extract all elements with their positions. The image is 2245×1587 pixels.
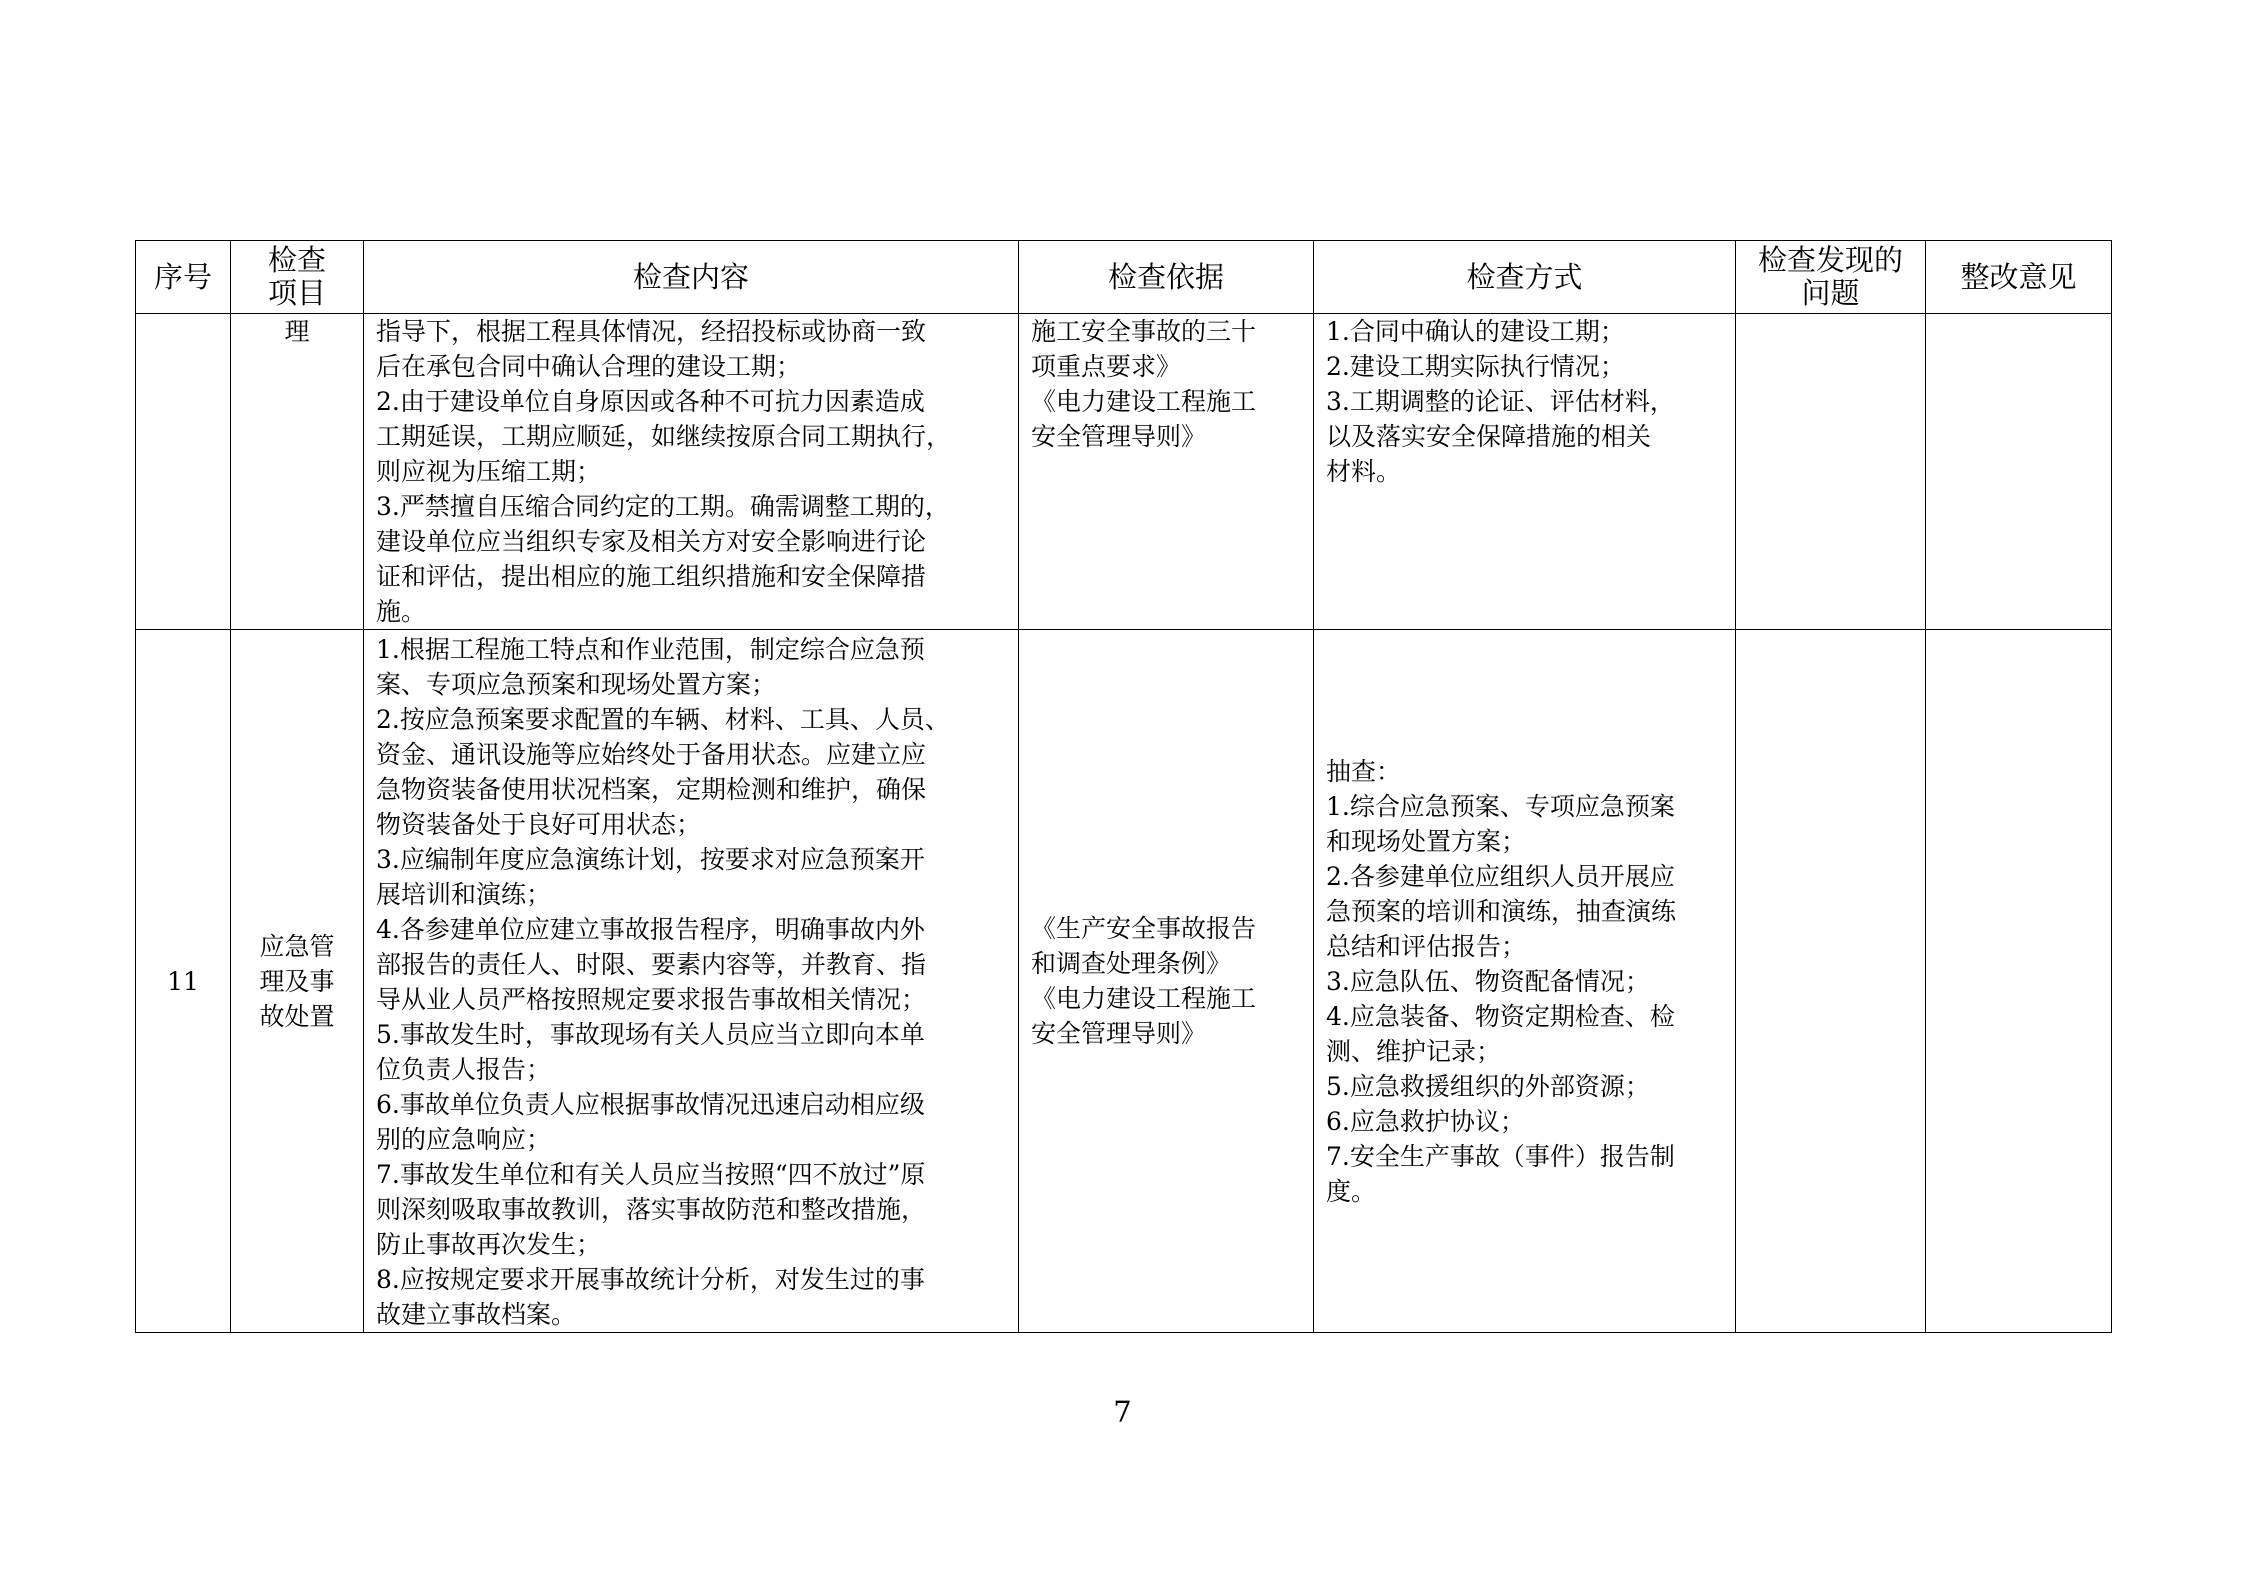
- page-number: 7: [1113, 1395, 1132, 1429]
- cell-findings: [1736, 314, 1926, 630]
- inspection-table: [135, 240, 2112, 1333]
- table-row: [136, 314, 2112, 630]
- cell-content: 1.根据工程施工特点和作业范围，制定综合应急预 案、专项应急预案和现场处置方案； 2.按应急预案要求配置的车辆、材料、工具、人员、 资金、通讯设施等应始终处于备用状态。应建立应 急物资装备使用状况档案，定期检测和维护，确保 物资装备处于良好可用状态； 3.应编制年度应急演练计划，按要求对应急预案开 展培训和演练； 4.各参建单位应建立事故报告程序，明确事故内外 部报告的责任人、时限、要素内容等，并教育、指 导从业人员严格按照规定要求报告事故相关情况； 5.事故发生时，事故现场有关人员应当立即向本单 位负责人报告； 6.事故单位负责人应根据事故情况迅速启动相应级 别的应急响应； 7.事故发生单位和有关人员应当按照“四不放过”原 则深刻吸取事故教训，落实事故防范和整改措施， 防止事故再次发生； 8.应按规定要求开展事故统计分析，对发生过的事 故建立事故档案。: [364, 630, 1019, 1333]
- cell-method: 1.合同中确认的建设工期； 2.建设工期实际执行情况； 3.工期调整的论证、评估材料， 以及落实安全保障措施的相关 材料。: [1314, 314, 1736, 630]
- cell-seq: [136, 314, 231, 630]
- header-seq: 序号: [136, 241, 231, 314]
- header-method: 检查方式: [1314, 241, 1736, 314]
- header-findings: 检查发现的 问题: [1736, 241, 1926, 314]
- cell-item: 理: [231, 314, 364, 630]
- cell-findings: [1736, 630, 1926, 1333]
- cell-basis: 《生产安全事故报告 和调查处理条例》 《电力建设工程施工 安全管理导则》: [1019, 630, 1314, 1333]
- header-content: 检查内容: [364, 241, 1019, 314]
- header-rectification: 整改意见: [1926, 241, 2112, 314]
- cell-method: 抽查： 1.综合应急预案、专项应急预案 和现场处置方案； 2.各参建单位应组织人员开展应 急预案的培训和演练，抽查演练 总结和评估报告； 3.应急队伍、物资配备情况； 4.应急装备、物资定期检查、检 测、维护记录； 5.应急救援组织的外部资源； 6.应急救护协议； 7.安全生产事故（事件）报告制 度。: [1314, 630, 1736, 1333]
- cell-content: 指导下，根据工程具体情况，经招投标或协商一致 后在承包合同中确认合理的建设工期； 2.由于建设单位自身原因或各种不可抗力因素造成 工期延误，工期应顺延，如继续按原合同工期执行， 则应视为压缩工期； 3.严禁擅自压缩合同约定的工期。确需调整工期的， 建设单位应当组织专家及相关方对安全影响进行论 证和评估，提出相应的施工组织措施和安全保障措 施。: [364, 314, 1019, 630]
- table-row: [136, 630, 2112, 1333]
- table-header-row: [136, 241, 2112, 314]
- cell-rectification: [1926, 314, 2112, 630]
- header-basis: 检查依据: [1019, 241, 1314, 314]
- cell-basis: 施工安全事故的三十 项重点要求》 《电力建设工程施工 安全管理导则》: [1019, 314, 1314, 630]
- cell-item: 应急管 理及事 故处置: [231, 630, 364, 1333]
- cell-rectification: [1926, 630, 2112, 1333]
- header-item: 检查 项目: [231, 241, 364, 314]
- cell-seq: 11: [136, 630, 231, 1333]
